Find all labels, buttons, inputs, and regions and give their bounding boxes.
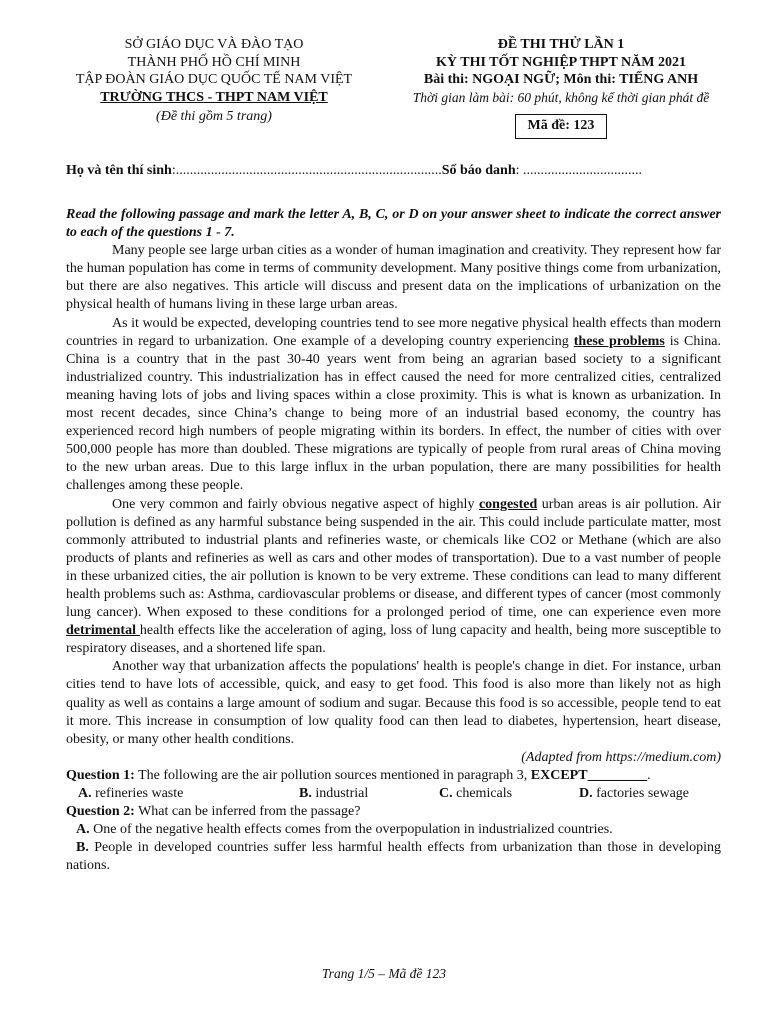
header-right [384, 36, 738, 139]
option-letter: D. [579, 786, 593, 801]
option-letter: A. [76, 822, 90, 838]
exam-name: KỲ THI TỐT NGHIỆP THPT NĂM 2021 [436, 54, 686, 70]
option-b[interactable] [299, 785, 439, 803]
option-letter: A. [78, 786, 92, 801]
question-text: The following are the air pollution sources mentioned in paragraph 3, [134, 767, 531, 783]
student-name-label: Họ và tên thí sinh [66, 163, 172, 178]
pages-note: (Đề thi gồm 5 trang) [156, 109, 272, 124]
option-text: refineries waste [91, 786, 184, 801]
highlighted-phrase: these problems [573, 333, 665, 349]
option-text: industrial [311, 786, 369, 801]
passage-paragraph-2 [66, 315, 721, 496]
option-letter: B. [299, 786, 312, 801]
highlighted-word: detrimental [66, 623, 140, 639]
option-text: factories sewage [592, 786, 690, 801]
paragraph-text: One very common and fairly obvious negative aspect of highly [112, 496, 479, 512]
option-text: One of the negative health effects comes from the overpopulation in industrialized countries. [89, 822, 613, 838]
question-except: EXCEPT [530, 767, 588, 783]
student-info [66, 163, 642, 179]
instruction: Read the following passage and mark the letter A, B, C, or D on your answer sheet to indicate the correct answer to each of the questions 1 - 7. [66, 207, 721, 241]
option-b[interactable] [66, 839, 721, 875]
student-name-field: :............................................................................ [171, 163, 442, 178]
option-letter: C. [439, 786, 453, 801]
student-id-label: Số báo danh [441, 163, 516, 178]
question-number: Question 1: [66, 767, 135, 783]
paragraph-text: As it would be expected, developing countries tend to see more negative physical health effects than modern countries in regard to urbanization. One example of a developing country experiencing [66, 315, 721, 349]
question-text: What can be inferred from the passage? [134, 804, 361, 820]
passage-paragraph-3 [66, 496, 721, 659]
student-id-field: : .................................. [515, 163, 643, 178]
option-a[interactable] [66, 821, 721, 839]
paragraph-text: is China. China is a country that in the past 30-40 years went from being an agrarian based society to a significant industrialized country. This industrialization has in effect caused the need for more centralized cities, centralized meaning having lots of jobs and living spaces within a close proximity. This is what is known as urbanization. In most recent decades, since China’s change to being more of an industrial based economy, the country has experienced record high numbers of people migrating within its borders. In effect, the number of cities with over 500,000 people has more than doubled. These migrations are typically of people from rural areas of China moving to the new urban areas. Due to this large influx in the urban population, there are many possibilities for health challenges among these people. [66, 333, 721, 494]
school-name: TRƯỜNG THCS - THPT NAM VIỆT [100, 89, 328, 105]
page-footer: Trang 1/5 – Mã đề 123 [321, 966, 447, 981]
question-1 [66, 767, 721, 785]
exam-code-box: Mã đề: 123 [515, 114, 608, 139]
option-d[interactable] [579, 785, 689, 803]
option-a[interactable] [78, 785, 299, 803]
option-c[interactable] [439, 785, 579, 803]
question-2 [66, 803, 721, 821]
question-blank: ________ [587, 767, 648, 783]
option-text: chemicals [452, 786, 513, 801]
exam-title: ĐỀ THI THỬ LẦN 1 [497, 37, 625, 52]
highlighted-word: congested [478, 496, 538, 512]
paragraph-text: health effects like the acceleration of aging, loss of lung capacity and health, being more susceptible to respiratory diseases, and a shortened life span. [66, 623, 721, 657]
exam-time: Thời gian làm bài: 60 phút, không kể thời gian phát đề [412, 89, 710, 105]
passage-source: (Adapted from https://medium.com) [521, 749, 721, 765]
exam-subject: Bài thi: NGOẠI NGỮ; Môn thi: TIẾNG ANH [423, 72, 699, 87]
department-name: SỞ GIÁO DỤC VÀ ĐÀO TẠO [124, 37, 304, 52]
paragraph-text: urban areas is air pollution. Air pollution is defined as any harmful substance being suspended in the air. This could include particulate matter, most commonly attributed to industrial plants and refineries waste, or chemicals like CO2 or Methane (which are also products of plants and refineries as well as cars and other modes of transportation). Due to a vast number of people in these urbanized cities, the air pollution is known to be very extreme. These conditions can lead to many different health problems such as: Asthma, cardiovascular problems or disease, and different types of cancer (most commonly lung cancer). When exposed to these conditions for a prolonged period of time, one can experience even more [66, 496, 721, 621]
city-name: THÀNH PHỐ HỒ CHÍ MINH [127, 54, 301, 70]
question-number: Question 2: [66, 804, 135, 820]
exam-content [66, 206, 721, 875]
option-letter: B. [76, 840, 89, 856]
question-end: . [647, 767, 651, 783]
group-name: TẬP ĐOÀN GIÁO DỤC QUỐC TẾ NAM VIỆT [75, 72, 353, 87]
question-1-options [66, 785, 721, 803]
option-text: People in developed countries suffer less harmful health effects from urbanization than those in developing nations. [66, 840, 721, 874]
passage-paragraph-4: Another way that urbanization affects the populations' health is people's change in diet. For instance, urban cities tend to have lots of accessible, quick, and easy to get food. This food is also more than likely not as high quality as well as contains a large amount of sodium and sugar. Because this food is so accessible, people tend to eat it more. This increase in consumption of low quality food can then lead to diabetes, hypertension, heart disease, obesity, or many other health conditions. [66, 659, 721, 747]
passage-paragraph-1: Many people see large urban cities as a wonder of human imagination and creativity. They represent how far the human population has come in terms of community development. Many positive things come from urbanization, but there are also negatives. This article will discuss and present data on the implications of urbanization on the physical health of humans living in these large urban areas. [66, 243, 721, 313]
header-left [40, 36, 388, 126]
